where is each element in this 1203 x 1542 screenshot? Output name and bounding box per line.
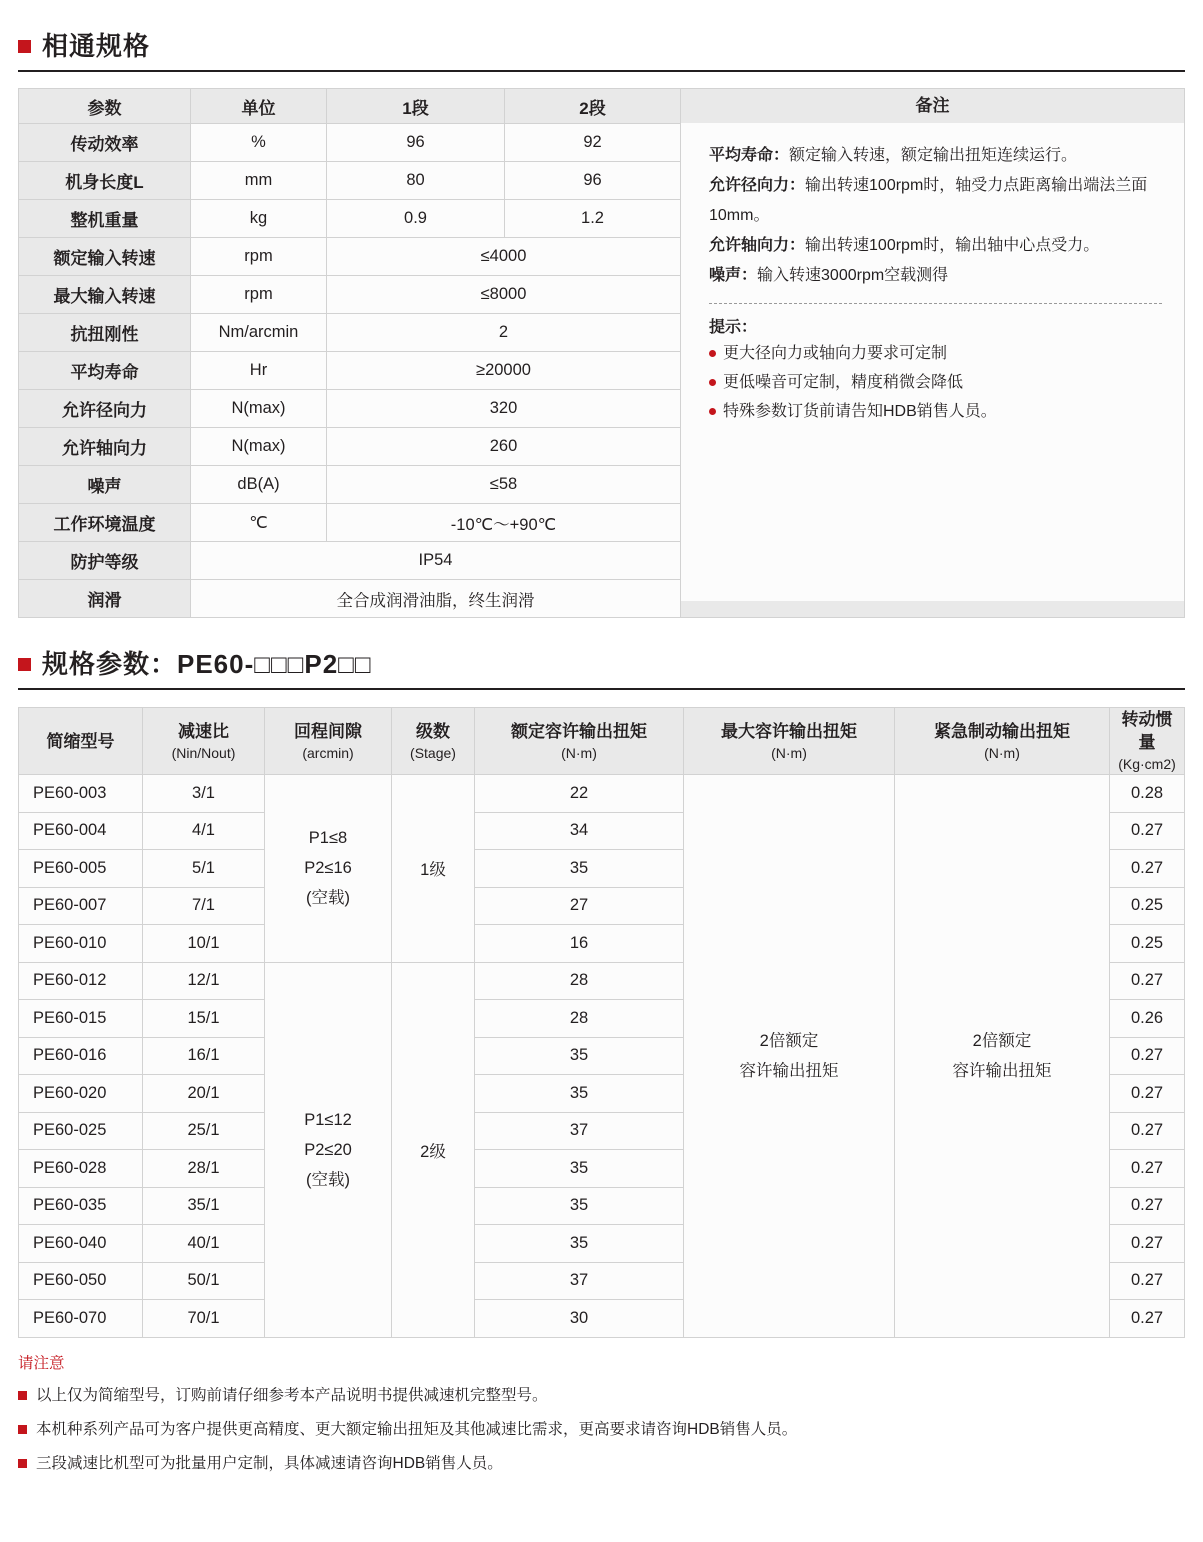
cell-inertia: 0.27 bbox=[1110, 1262, 1185, 1300]
param-label: 允许径向力 bbox=[19, 390, 191, 428]
heading-rule bbox=[18, 688, 1185, 690]
cell-model: PE60-015 bbox=[19, 1000, 143, 1038]
param-label: 额定输入转速 bbox=[19, 238, 191, 276]
cell-inertia: 0.27 bbox=[1110, 1187, 1185, 1225]
section-title: 规格参数：PE60-□□□P2□□ bbox=[42, 649, 372, 679]
cell-backlash-group1 bbox=[265, 775, 392, 963]
note-item bbox=[709, 171, 1162, 231]
tip-item: 更大径向力或轴向力要求可定制 bbox=[709, 339, 1162, 368]
note-text: 输入转速3000rpm空载测得 bbox=[757, 267, 949, 284]
cell-inertia: 0.27 bbox=[1110, 1037, 1185, 1075]
backlash-line-1: P1≤8 bbox=[308, 829, 348, 848]
param-stage1: 80 bbox=[327, 162, 505, 200]
param-label: 允许轴向力 bbox=[19, 428, 191, 466]
table-row-header bbox=[19, 89, 1185, 124]
backlash-line-2: P2≤20 bbox=[304, 1140, 352, 1159]
col-header-brake-torque bbox=[895, 708, 1110, 775]
col-header-model bbox=[19, 708, 143, 775]
note-text: 输出转速100rpm时，轴受力点距离输出端法兰面10mm。 bbox=[709, 177, 1148, 224]
cell-rated-torque: 22 bbox=[475, 775, 684, 813]
param-unit: % bbox=[191, 124, 327, 162]
col-header-brake-torque-unit: (N·m) bbox=[984, 744, 1020, 761]
cell-ratio: 4/1 bbox=[143, 812, 265, 850]
cell-model: PE60-005 bbox=[19, 850, 143, 888]
note-text: 输出转速100rpm时，输出轴中心点受力。 bbox=[805, 237, 1100, 254]
param-unit: ℃ bbox=[191, 504, 327, 542]
cell-model: PE60-016 bbox=[19, 1037, 143, 1075]
notice-item bbox=[18, 1382, 1185, 1410]
param-label: 机身长度L bbox=[19, 162, 191, 200]
param-stage1: 0.9 bbox=[327, 200, 505, 238]
common-specs-table-wrapper bbox=[18, 88, 1185, 618]
col-header-stage1: 1段 bbox=[327, 89, 505, 124]
cell-ratio: 16/1 bbox=[143, 1037, 265, 1075]
cell-ratio: 50/1 bbox=[143, 1262, 265, 1300]
tip-title: 提示： bbox=[709, 319, 758, 336]
cell-rated-torque: 16 bbox=[475, 925, 684, 963]
heading-rule bbox=[18, 70, 1185, 72]
cell-inertia: 0.25 bbox=[1110, 925, 1185, 963]
param-label: 噪声 bbox=[19, 466, 191, 504]
param-unit: N(max) bbox=[191, 428, 327, 466]
col-header-backlash-unit: (arcmin) bbox=[302, 744, 354, 761]
backlash-line-3: (空载) bbox=[306, 1170, 350, 1189]
param-unit: dB(A) bbox=[191, 466, 327, 504]
param-label: 传动效率 bbox=[19, 124, 191, 162]
note-item bbox=[709, 261, 1162, 291]
cell-rated-torque: 35 bbox=[475, 850, 684, 888]
tip-item: 特殊参数订货前请告知HDB销售人员。 bbox=[709, 397, 1162, 426]
cell-model: PE60-040 bbox=[19, 1225, 143, 1263]
table-row bbox=[19, 775, 1185, 813]
param-value-merged: 2 bbox=[327, 314, 681, 352]
cell-rated-torque: 28 bbox=[475, 1000, 684, 1038]
notice-item-text: 三段减速比机型可为批量用户定制，具体减速请咨询HDB销售人员。 bbox=[36, 1454, 503, 1472]
model-specs-table bbox=[18, 707, 1185, 1338]
col-header-max-torque-unit: (N·m) bbox=[771, 744, 807, 761]
cell-model: PE60-004 bbox=[19, 812, 143, 850]
section-title: 相通规格 bbox=[42, 31, 151, 61]
col-header-unit: 单位 bbox=[191, 89, 327, 124]
cell-model: PE60-025 bbox=[19, 1112, 143, 1150]
square-bullet-icon bbox=[18, 40, 31, 53]
col-header-brake-torque-label: 紧急制动输出扭矩 bbox=[934, 721, 1070, 741]
col-header-stage bbox=[392, 708, 475, 775]
note-text: 额定输入转速，额定输出扭矩连续运行。 bbox=[789, 147, 1078, 164]
cell-ratio: 28/1 bbox=[143, 1150, 265, 1188]
tip-item: 更低噪音可定制，精度稍微会降低 bbox=[709, 368, 1162, 397]
cell-rated-torque: 30 bbox=[475, 1300, 684, 1338]
param-unit: rpm bbox=[191, 276, 327, 314]
cell-inertia: 0.25 bbox=[1110, 887, 1185, 925]
param-label: 工作环境温度 bbox=[19, 504, 191, 542]
param-label: 平均寿命 bbox=[19, 352, 191, 390]
param-unit: Hr bbox=[191, 352, 327, 390]
param-unit: N(max) bbox=[191, 390, 327, 428]
cell-ratio: 25/1 bbox=[143, 1112, 265, 1150]
cell-ratio: 5/1 bbox=[143, 850, 265, 888]
param-value-merged: 260 bbox=[327, 428, 681, 466]
param-unit: kg bbox=[191, 200, 327, 238]
col-header-ratio-label: 减速比 bbox=[178, 721, 229, 741]
param-unit: mm bbox=[191, 162, 327, 200]
max-torque-line-2: 容许输出扭矩 bbox=[739, 1061, 839, 1080]
param-value-merged: ≤58 bbox=[327, 466, 681, 504]
cell-inertia: 0.26 bbox=[1110, 1000, 1185, 1038]
col-header-remark: 备注 bbox=[915, 96, 950, 115]
notice-item bbox=[18, 1450, 1185, 1478]
square-bullet-icon bbox=[18, 658, 31, 671]
cell-inertia: 0.27 bbox=[1110, 812, 1185, 850]
cell-inertia: 0.27 bbox=[1110, 1075, 1185, 1113]
common-specs-table bbox=[18, 88, 1185, 618]
notice-item-text: 本机种系列产品可为客户提供更高精度、更大额定输出扭矩及其他减速比需求，更高要求请咨询HDB销售人员。 bbox=[36, 1420, 798, 1438]
col-header-inertia-unit: (Kg·cm2) bbox=[1118, 756, 1176, 772]
cell-model: PE60-003 bbox=[19, 775, 143, 813]
note-list bbox=[709, 141, 1162, 291]
notice-item bbox=[18, 1416, 1185, 1444]
cell-inertia: 0.27 bbox=[1110, 962, 1185, 1000]
notice-block bbox=[18, 1351, 1185, 1478]
col-header-rated-torque bbox=[475, 708, 684, 775]
col-header-ratio-unit: (Nin/Nout) bbox=[171, 744, 236, 761]
cell-stage-group1: 1级 bbox=[392, 775, 475, 963]
param-value-merged: 320 bbox=[327, 390, 681, 428]
cell-ratio: 20/1 bbox=[143, 1075, 265, 1113]
note-item bbox=[709, 231, 1162, 261]
col-header-rated-torque-label: 额定容许输出扭矩 bbox=[511, 721, 647, 741]
col-header-stage-label: 级数 bbox=[416, 721, 450, 741]
param-value-merged: ≥20000 bbox=[327, 352, 681, 390]
cell-brake-torque bbox=[895, 775, 1110, 1338]
square-bullet-icon bbox=[18, 1425, 27, 1434]
brake-torque-line-2: 容许输出扭矩 bbox=[952, 1061, 1052, 1080]
cell-rated-torque: 35 bbox=[475, 1225, 684, 1263]
cell-model: PE60-050 bbox=[19, 1262, 143, 1300]
square-bullet-icon bbox=[18, 1459, 27, 1468]
col-header-stage2: 2段 bbox=[505, 89, 681, 124]
param-value-merged: IP54 bbox=[191, 542, 681, 580]
model-specs-table-wrapper bbox=[18, 707, 1185, 1338]
cell-ratio: 70/1 bbox=[143, 1300, 265, 1338]
cell-rated-torque: 35 bbox=[475, 1187, 684, 1225]
brake-torque-line-1: 2倍额定 bbox=[972, 1031, 1032, 1050]
cell-rated-torque: 37 bbox=[475, 1262, 684, 1300]
note-label: 噪声： bbox=[709, 267, 758, 284]
param-label: 防护等级 bbox=[19, 542, 191, 580]
cell-inertia: 0.27 bbox=[1110, 850, 1185, 888]
cell-inertia: 0.27 bbox=[1110, 1225, 1185, 1263]
cell-ratio: 3/1 bbox=[143, 775, 265, 813]
cell-ratio: 15/1 bbox=[143, 1000, 265, 1038]
notice-title: 请注意 bbox=[18, 1354, 65, 1372]
backlash-line-2: P2≤16 bbox=[304, 859, 352, 878]
col-header-param: 参数 bbox=[19, 89, 191, 124]
param-stage1: 96 bbox=[327, 124, 505, 162]
col-header-max-torque-label: 最大容许输出扭矩 bbox=[721, 721, 857, 741]
cell-rated-torque: 28 bbox=[475, 962, 684, 1000]
max-torque-line-1: 2倍额定 bbox=[759, 1031, 819, 1050]
cell-stage-group2: 2级 bbox=[392, 962, 475, 1337]
cell-model: PE60-028 bbox=[19, 1150, 143, 1188]
param-label: 抗扭刚性 bbox=[19, 314, 191, 352]
param-value-merged: ≤8000 bbox=[327, 276, 681, 314]
cell-max-torque bbox=[684, 775, 895, 1338]
cell-rated-torque: 35 bbox=[475, 1075, 684, 1113]
cell-rated-torque: 35 bbox=[475, 1037, 684, 1075]
col-header-max-torque bbox=[684, 708, 895, 775]
col-header-backlash-label: 回程间隙 bbox=[294, 721, 362, 741]
cell-inertia: 0.27 bbox=[1110, 1112, 1185, 1150]
cell-ratio: 35/1 bbox=[143, 1187, 265, 1225]
param-label: 最大输入转速 bbox=[19, 276, 191, 314]
cell-rated-torque: 27 bbox=[475, 887, 684, 925]
cell-ratio: 7/1 bbox=[143, 887, 265, 925]
cell-rated-torque: 37 bbox=[475, 1112, 684, 1150]
col-header-stage-unit: (Stage) bbox=[410, 744, 456, 761]
cell-model: PE60-035 bbox=[19, 1187, 143, 1225]
backlash-line-3: (空载) bbox=[306, 889, 350, 908]
col-header-inertia-label: 转动惯量 bbox=[1121, 710, 1173, 752]
cell-backlash-group2 bbox=[265, 962, 392, 1337]
cell-model: PE60-070 bbox=[19, 1300, 143, 1338]
note-label: 允许轴向力： bbox=[709, 237, 806, 254]
param-value-merged: 全合成润滑油脂，终生润滑 bbox=[191, 580, 681, 618]
cell-rated-torque: 34 bbox=[475, 812, 684, 850]
note-divider bbox=[709, 303, 1162, 304]
col-header-rated-torque-unit: (N·m) bbox=[561, 744, 597, 761]
backlash-line-1: P1≤12 bbox=[304, 1110, 352, 1129]
section-heading-model-specs bbox=[18, 618, 1185, 687]
table-row-header bbox=[19, 708, 1185, 775]
cell-model: PE60-020 bbox=[19, 1075, 143, 1113]
notice-item-text: 以上仅为简缩型号，订购前请仔细参考本产品说明书提供减速机完整型号。 bbox=[36, 1386, 548, 1404]
param-unit: rpm bbox=[191, 238, 327, 276]
cell-inertia: 0.27 bbox=[1110, 1300, 1185, 1338]
col-header-inertia bbox=[1110, 708, 1185, 775]
cell-model: PE60-010 bbox=[19, 925, 143, 963]
section-heading-common-specs bbox=[18, 0, 1185, 69]
param-stage2: 96 bbox=[505, 162, 681, 200]
cell-model: PE60-012 bbox=[19, 962, 143, 1000]
cell-rated-torque: 35 bbox=[475, 1150, 684, 1188]
note-item bbox=[709, 141, 1162, 171]
param-stage2: 1.2 bbox=[505, 200, 681, 238]
remark-content bbox=[681, 123, 1184, 601]
cell-ratio: 40/1 bbox=[143, 1225, 265, 1263]
param-value-merged: ≤4000 bbox=[327, 238, 681, 276]
cell-inertia: 0.28 bbox=[1110, 775, 1185, 813]
note-label: 允许径向力： bbox=[709, 177, 806, 194]
cell-model: PE60-007 bbox=[19, 887, 143, 925]
square-bullet-icon bbox=[18, 1391, 27, 1400]
param-stage2: 92 bbox=[505, 124, 681, 162]
cell-ratio: 10/1 bbox=[143, 925, 265, 963]
col-header-model-label: 简缩型号 bbox=[46, 731, 115, 751]
col-header-backlash bbox=[265, 708, 392, 775]
param-unit: Nm/arcmin bbox=[191, 314, 327, 352]
cell-ratio: 12/1 bbox=[143, 962, 265, 1000]
col-header-ratio bbox=[143, 708, 265, 775]
note-label: 平均寿命： bbox=[709, 147, 790, 164]
cell-inertia: 0.27 bbox=[1110, 1150, 1185, 1188]
param-label: 整机重量 bbox=[19, 200, 191, 238]
param-label: 润滑 bbox=[19, 580, 191, 618]
param-value-merged: -10℃～+90℃ bbox=[327, 504, 681, 542]
